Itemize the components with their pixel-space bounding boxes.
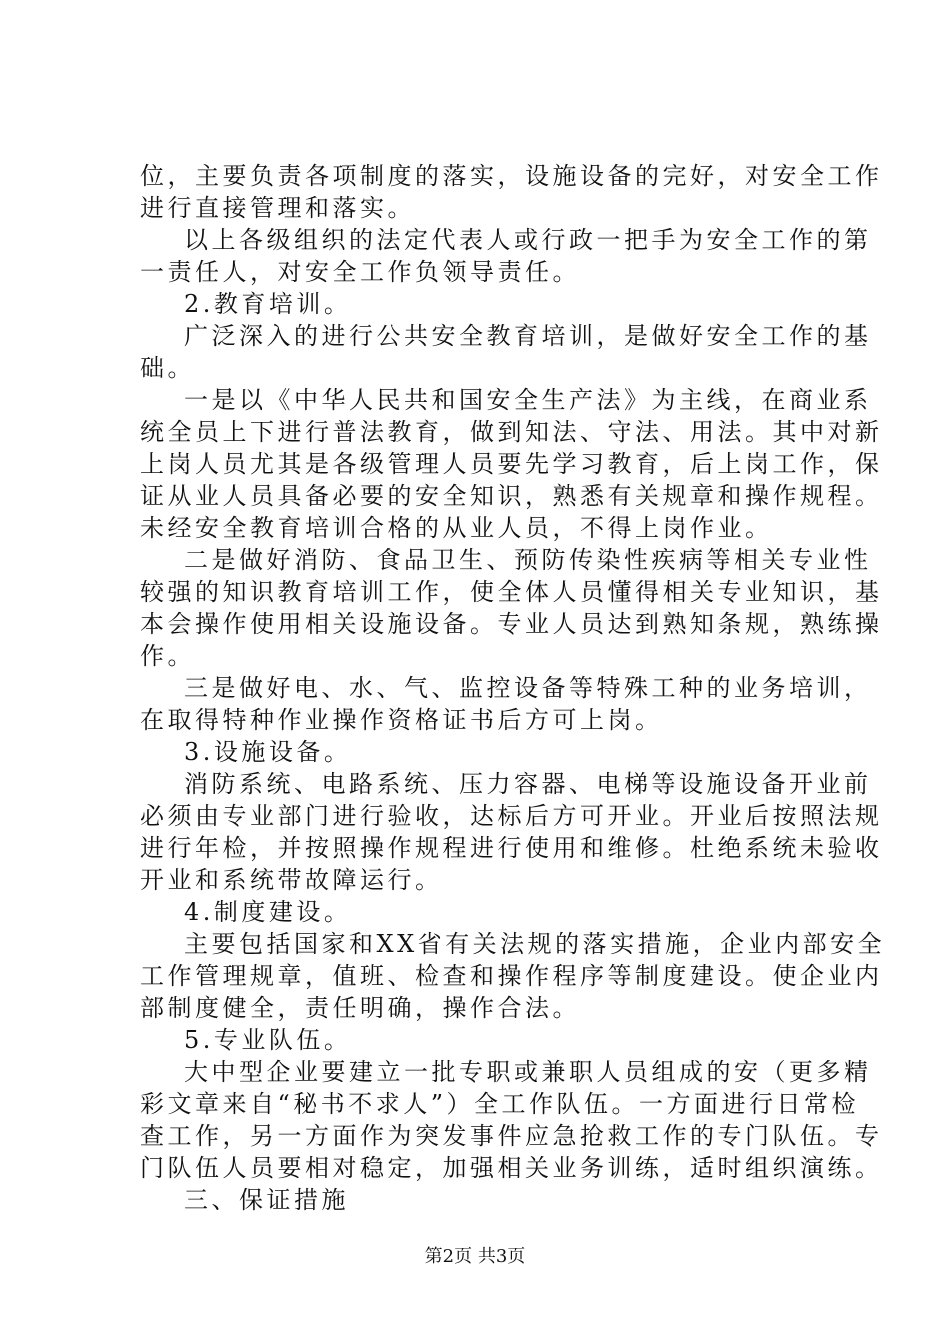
section-heading: 4.制度建设。 [184,898,352,926]
section-heading: 3.设施设备。 [184,738,352,766]
text-line: 本会操作使用相关设施设备。专业人员达到熟知条规，熟练操 [140,610,883,638]
text-line: 必须由专业部门进行验收，达标后方可开业。开业后按照法规 [140,802,883,830]
text-line: 未经安全教育培训合格的从业人员，不得上岗作业。 [140,514,773,542]
text-line: 进行直接管理和落实。 [140,194,415,222]
section-heading: 2.教育培训。 [184,290,352,318]
text-line: 在取得特种作业操作资格证书后方可上岗。 [140,706,663,734]
text-line: 广泛深入的进行公共安全教育培训，是做好安全工作的基 [184,322,872,350]
text-line: 二是做好消防、食品卫生、预防传染性疾病等相关专业性 [184,546,872,574]
text-line: 一是以《中华人民共和国安全生产法》为主线，在商业系 [184,386,872,414]
text-line: 工作管理规章，值班、检查和操作程序等制度建设。使企业内 [140,962,883,990]
text-line: 一责任人，对安全工作负领导责任。 [140,258,580,286]
page-number: 第2页 共3页 [424,1246,526,1267]
text-line: 开业和系统带故障运行。 [140,866,443,894]
document-body [140,160,886,1216]
text-line: 较强的知识教育培训工作，使全体人员懂得相关专业知识，基 [140,578,883,606]
text-line: 作。 [140,642,195,670]
text-line: 消防系统、电路系统、压力容器、电梯等设施设备开业前 [184,770,872,798]
text-line: 进行年检，并按照操作规程进行使用和维修。杜绝系统未验收 [140,834,883,862]
text-line: 查工作，另一方面作为突发事件应急抢救工作的专门队伍。专 [140,1122,883,1150]
text-line: 三是做好电、水、气、监控设备等特殊工种的业务培训， [184,674,872,702]
section-heading: 三、保证措施 [184,1186,349,1214]
text-line: 证从业人员具备必要的安全知识，熟悉有关规章和操作规程。 [140,482,883,510]
text-line: 主要包括国家和XX省有关法规的落实措施，企业内部安全 [184,930,886,958]
text-line: 以上各级组织的法定代表人或行政一把手为安全工作的第 [184,226,872,254]
text-line: 上岗人员尤其是各级管理人员要先学习教育，后上岗工作，保 [140,450,883,478]
text-line: 础。 [140,354,195,382]
text-line: 大中型企业要建立一批专职或兼职人员组成的安（更多精 [184,1058,872,1086]
section-heading: 5.专业队伍。 [184,1026,352,1054]
text-line: 彩文章来自“秘书不求人”）全工作队伍。一方面进行日常检 [140,1090,860,1118]
text-line: 统全员上下进行普法教育，做到知法、守法、用法。其中对新 [140,418,883,446]
text-line: 门队伍人员要相对稳定，加强相关业务训练，适时组织演练。 [140,1154,883,1182]
text-line: 部制度健全，责任明确，操作合法。 [140,994,580,1022]
text-line: 位，主要负责各项制度的落实，设施设备的完好，对安全工作 [140,162,883,190]
page-footer [0,1245,950,1269]
